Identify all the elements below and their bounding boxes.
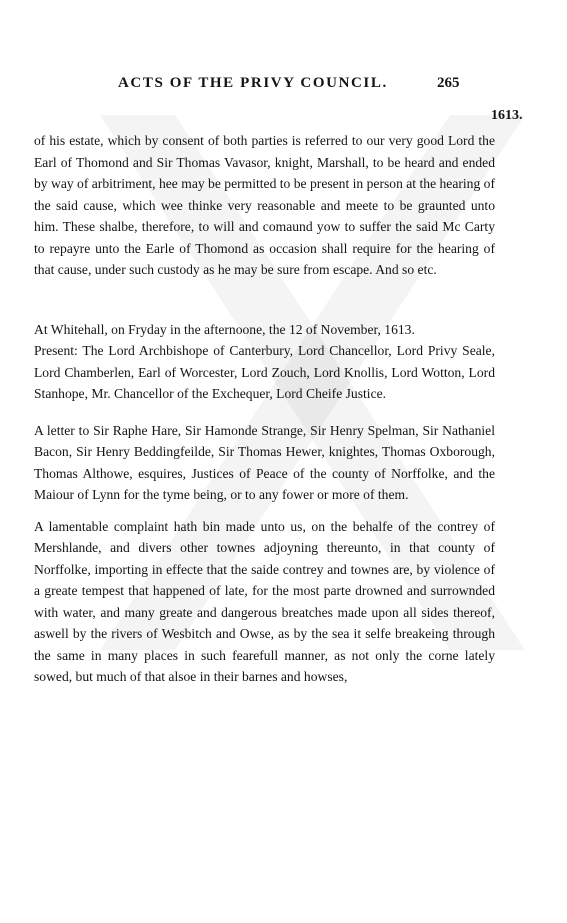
page-body bbox=[34, 130, 495, 688]
running-title: ACTS OF THE PRIVY COUNCIL. bbox=[118, 75, 388, 91]
page-header bbox=[0, 75, 567, 123]
paragraph-letter-continuation: of his estate, which by consent of both parties is referred to our very good Lord the Earl of Thomond and Sir Thomas Vavasor, knight, Marshall, to be heard and ended by way of arbitriment, hee may be permitted to be present in person at the hearing of the said cause, which wee thinke very reasonable and meete to be graunted unto him. These shalbe, therefore, to will and comaund yow to suffer the said Mc Carty to repayre unto the Earle of Thomond as occasion shall require for the hearing of that cause, under such custody as he may be sure from escape. And so etc. bbox=[34, 133, 495, 277]
paragraph-letter-address: A letter to Sir Raphe Hare, Sir Hamonde Strange, Sir Henry Spelman, Sir Nathaniel Bacon, Sir Henry Beddingfeilde, Sir Thomas Hewer, knightes, Thomas Oxborough, Thomas Althowe, esquires, Justices of Peace of the county of Norffolke, and the Maiour of Lynn for the tyme being, or to any fower or more of them. bbox=[34, 422, 495, 502]
page-number: 265 bbox=[437, 75, 460, 91]
paragraph-complaint: A lamentable complaint hath bin made unto us, on the behalfe of the contrey of Mershlande, and divers other townes adjoyning thereunto, in that county of Norffolke, importing in effecte that the saide contrey and townes are, by violence of a greate tempest that happened of late, for the most parte drowned and surrownded with water, and many greate and dangerous breatches made upon all sides thereof, aswell by the rivers of Wesbitch and Owse, as by the sea it selfe breakeing through the same in many places in such fearefull manner, as not only the corne lately sowed, but much of that alsoe in their barnes and howses, bbox=[34, 518, 495, 684]
paragraph-meeting-heading: At Whitehall, on Fryday in the afternoone, the 12 of November, 1613. bbox=[34, 321, 415, 337]
paragraph-attendance: Present: The Lord Archbishope of Canterbury, Lord Chancellor, Lord Privy Seale, Lord Chamberlen, Earl of Worcester, Lord Zouch, Lord Knollis, Lord Wotton, Lord Stanhope, Mr. Chancellor of the Exchequer, Lord Cheife Justice. bbox=[34, 343, 495, 401]
margin-year: 1613. bbox=[491, 108, 523, 123]
